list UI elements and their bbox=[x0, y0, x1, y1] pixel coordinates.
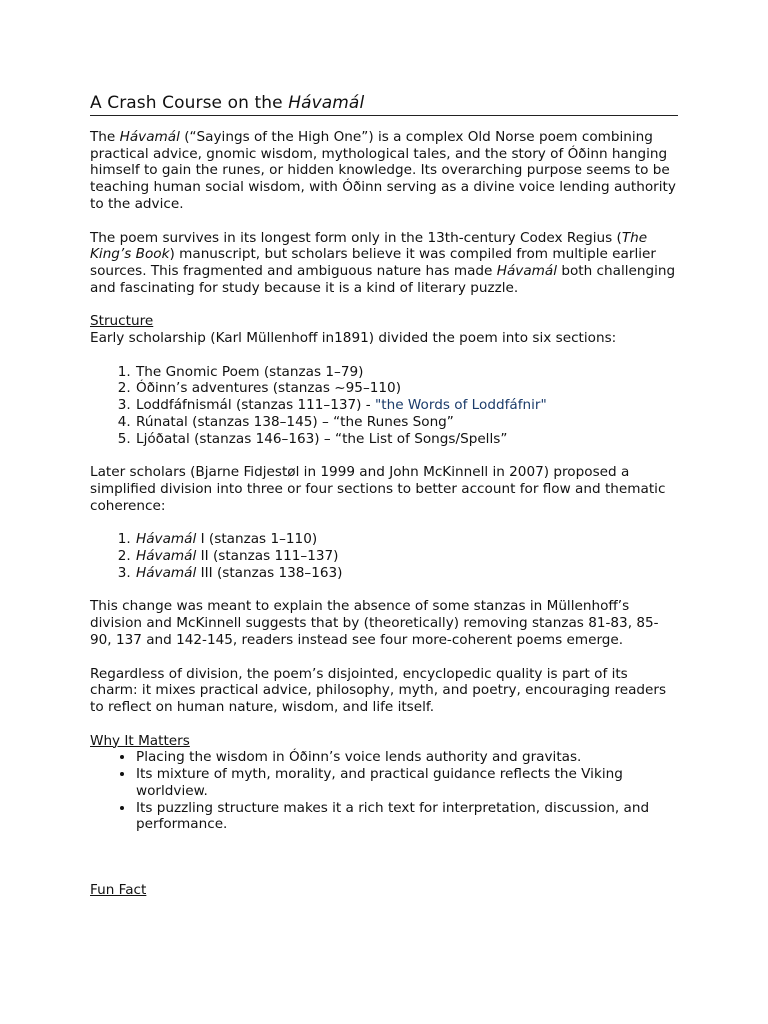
list-item bbox=[135, 414, 678, 431]
fun-fact-heading: Fun Fact bbox=[90, 881, 147, 898]
intro-p1-italic: Hávamál bbox=[119, 129, 180, 145]
structure-intro: Early scholarship (Karl Müllenhoff in1891) divided the poem into six sections: bbox=[90, 330, 617, 347]
change-paragraph: This change was meant to explain the absence of some stanzas in Müllenhoff’s division and McKinnell suggests that by (theoretically) removing stanzas 81-83, 85-90, 137 and 142-145, readers instead see four more-coherent poems emerge. bbox=[90, 598, 659, 648]
structure-section bbox=[90, 313, 678, 346]
list-item-text: I (stanzas 1–110) bbox=[196, 531, 318, 548]
list-item-text: Ljóðatal (stanzas 146–163) – “the List of Songs/Spells” bbox=[136, 430, 508, 447]
six-sections-list bbox=[90, 364, 678, 448]
list-item bbox=[135, 548, 678, 565]
intro-p1-text-b: (“Sayings of the High One”) is a complex Old Norse poem combining practical advice, gnomic wisdom, mythological tales, and the story of Óðinn hanging himself to gain the runes, or hidden knowledge. Its overarching purpose seems to be teaching human social wisdom, with Óðinn serving as a divine voice lending authority to the advice. bbox=[90, 129, 676, 212]
list-item bbox=[135, 397, 678, 414]
list-item-text: The Gnomic Poem (stanzas 1–79) bbox=[136, 363, 364, 380]
intro-p1-text-a: The bbox=[90, 129, 120, 145]
three-sections-list bbox=[90, 531, 678, 581]
page-title bbox=[90, 92, 678, 116]
list-item-text: II (stanzas 111–137) bbox=[196, 548, 339, 565]
intro-p2-italic-2: Hávamál bbox=[496, 262, 557, 279]
title-italic: Hávamál bbox=[288, 93, 365, 113]
list-item: • Its mixture of myth, morality, and practical guidance reflects the Viking worldview. bbox=[135, 766, 678, 799]
list-item-text: Rúnatal (stanzas 138–145) – “the Runes Song” bbox=[136, 413, 454, 430]
list-item-text: Óðinn’s adventures (stanzas ~95–110) bbox=[136, 380, 401, 397]
list-item-text: Loddfáfnismál (stanzas 111–137) - bbox=[136, 397, 376, 414]
list-item: • Placing the wisdom in Óðinn’s voice lends authority and gravitas. bbox=[135, 749, 678, 766]
why-section bbox=[90, 733, 678, 833]
list-item-italic: Hávamál bbox=[136, 531, 197, 548]
list-item-quote: "the Words of Loddfáfnir" bbox=[375, 397, 547, 414]
list-item bbox=[135, 431, 678, 448]
intro-p2-italic: The King’s Book bbox=[90, 229, 648, 263]
list-item bbox=[135, 364, 678, 381]
list-item-text: III (stanzas 138–163) bbox=[196, 564, 343, 581]
list-item bbox=[135, 380, 678, 397]
later-scholars-paragraph: Later scholars (Bjarne Fidjestøl in 1999 and John McKinnell in 2007) proposed a simplified division into three or four sections to better account for flow and thematic coherence: bbox=[90, 464, 666, 514]
list-item-italic: Hávamál bbox=[136, 548, 197, 565]
intro-p2-text-b: ) manuscript, but scholars believe it was compiled from multiple earlier sources. This fragmented and ambiguous nature has made bbox=[90, 246, 656, 279]
regardless-paragraph: Regardless of division, the poem’s disjointed, encyclopedic quality is part of its charm: it mixes practical advice, philosophy, myth, and poetry, encouraging readers to reflect on human nature, wisdom, and life itself. bbox=[90, 665, 667, 715]
intro-p2-text-a: The poem survives in its longest form only in the 13th-century Codex Regius ( bbox=[90, 229, 622, 246]
title-prefix: A Crash Course on the bbox=[90, 93, 289, 113]
why-heading: Why It Matters bbox=[90, 732, 190, 749]
structure-heading: Structure bbox=[90, 313, 154, 330]
list-item bbox=[135, 565, 678, 582]
list-item bbox=[135, 531, 678, 548]
intro-p2-text-c: both challenging and fascinating for study because it is a kind of literary puzzle. bbox=[90, 262, 676, 296]
document-page bbox=[90, 92, 678, 899]
intro-paragraph-2 bbox=[90, 230, 678, 297]
intro-paragraph-1 bbox=[90, 129, 678, 213]
list-item: • Its puzzling structure makes it a rich text for interpretation, discussion, and performance. bbox=[135, 800, 678, 833]
why-bullets bbox=[90, 749, 678, 833]
list-item-italic: Hávamál bbox=[136, 564, 197, 581]
